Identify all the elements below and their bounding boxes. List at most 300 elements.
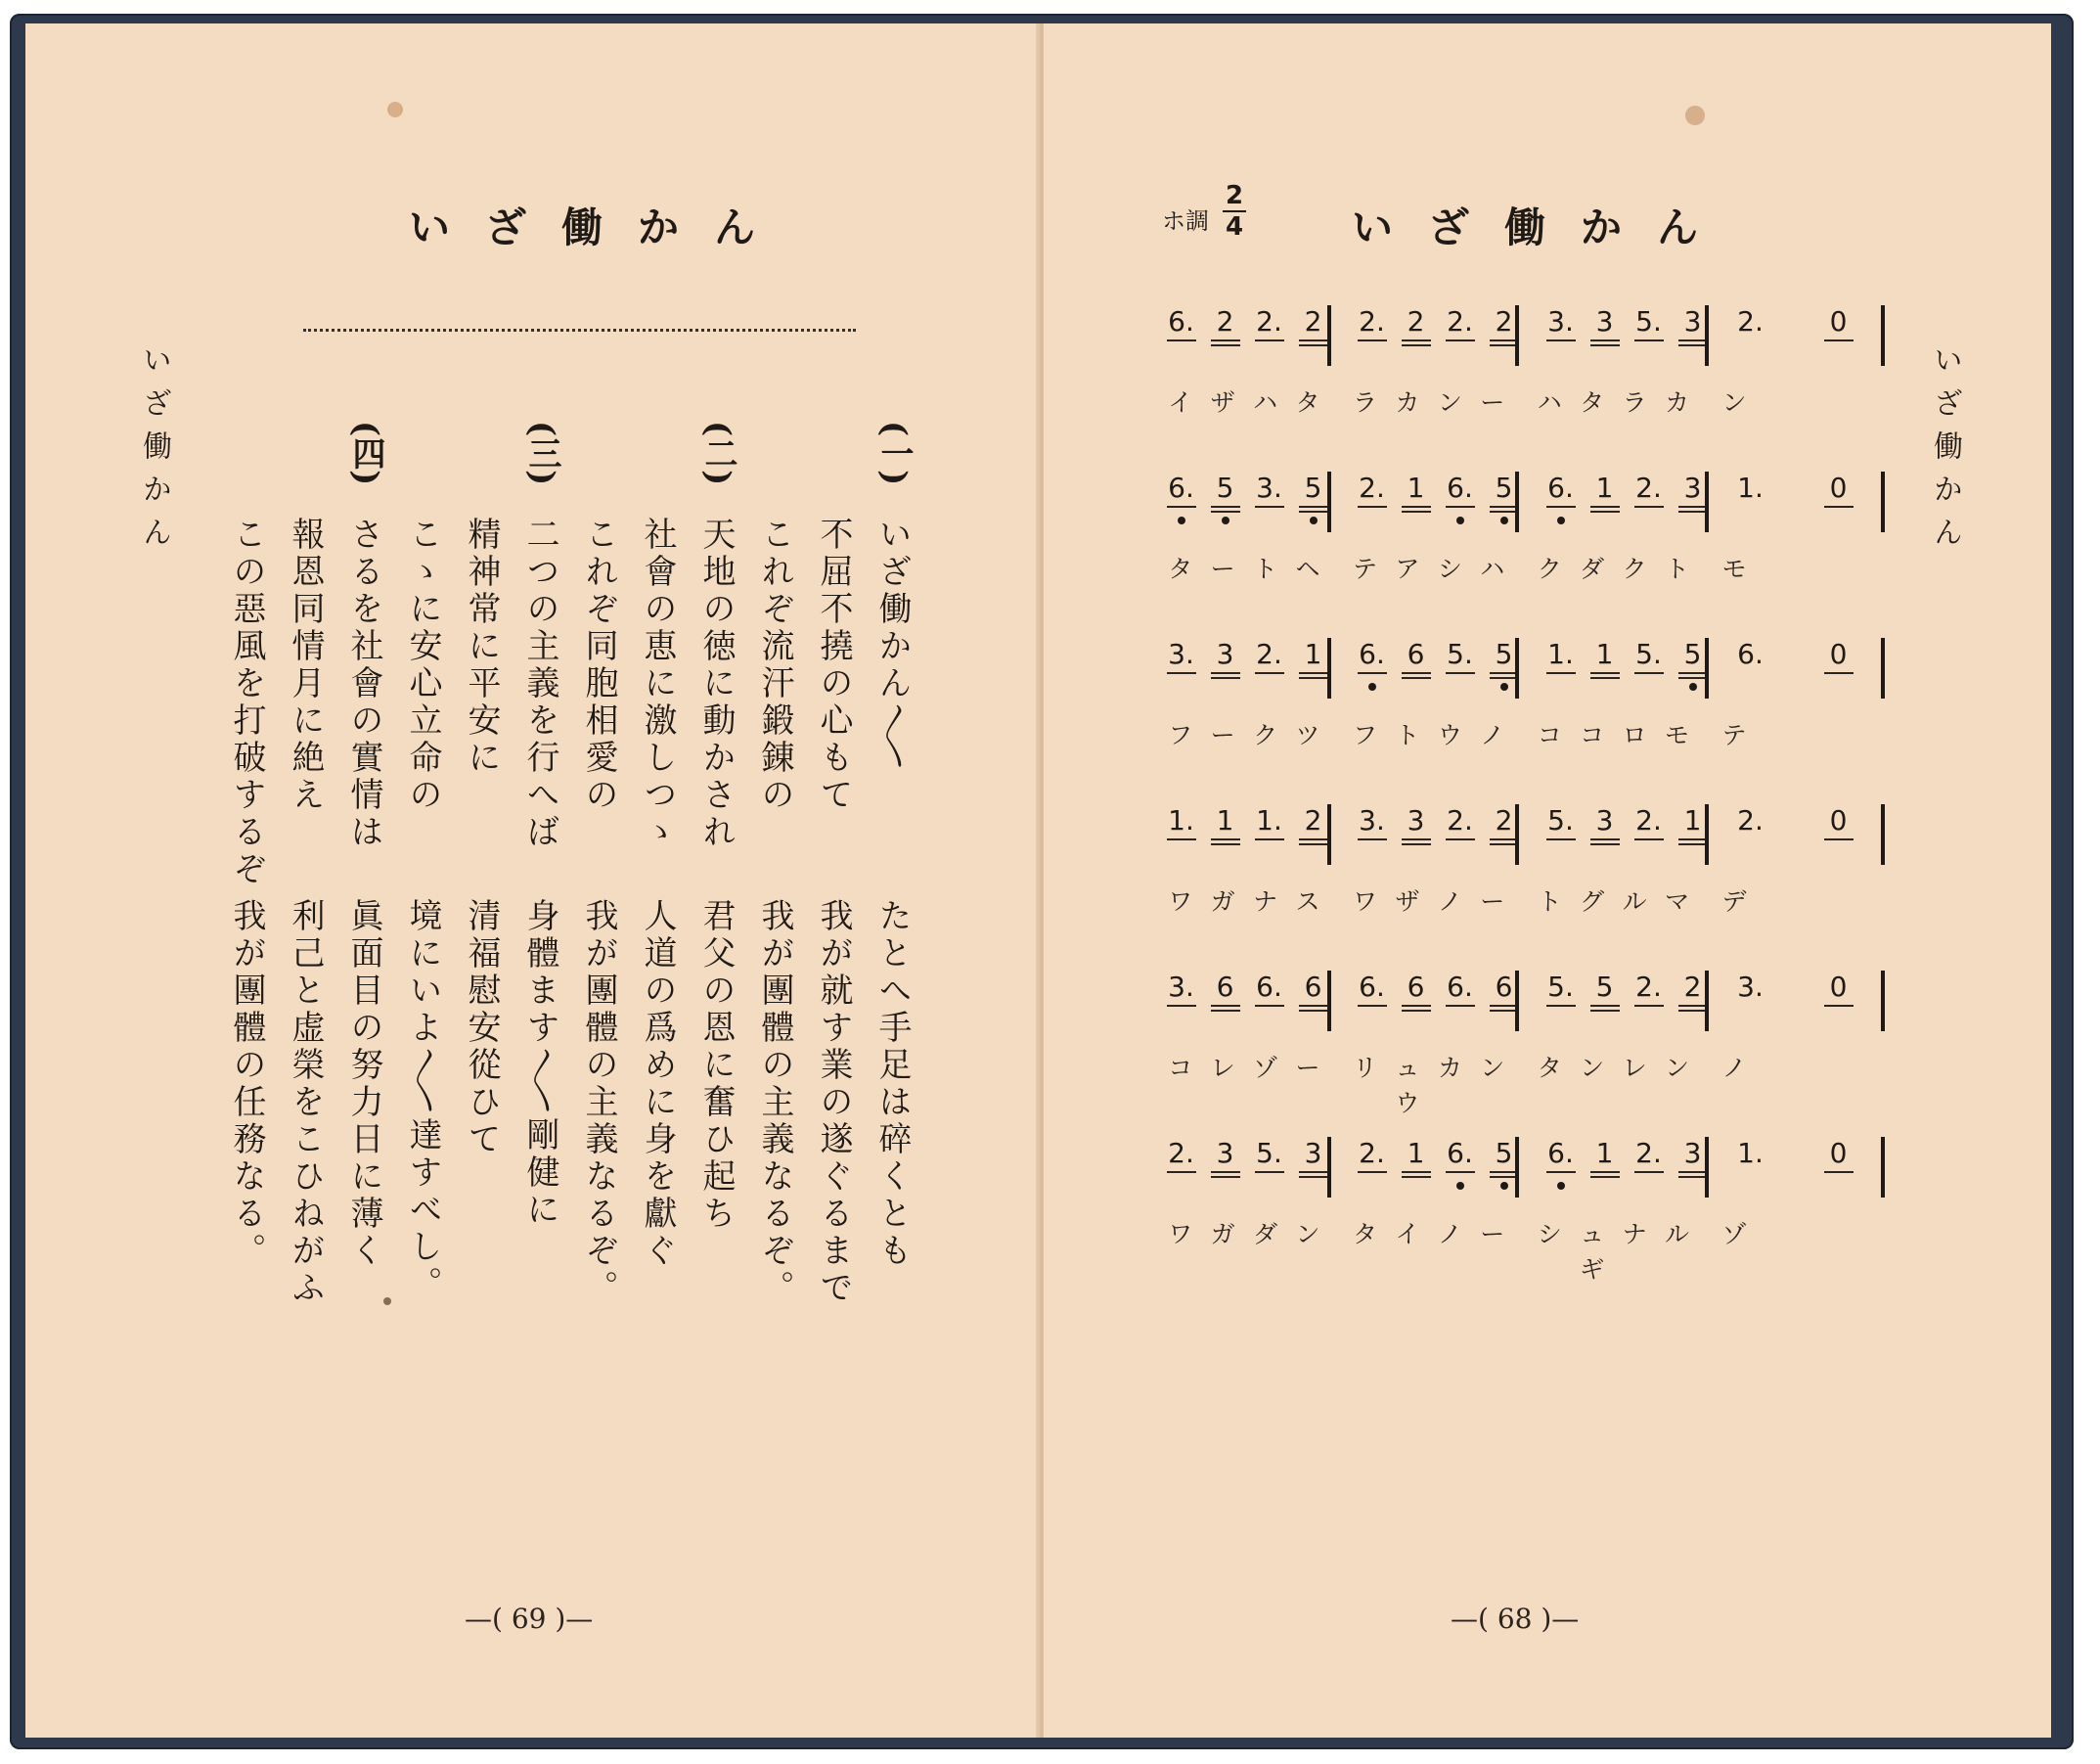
score-note [1543,472,1579,508]
score-note-digit: 5. [1547,804,1574,837]
beam-line [1546,1171,1576,1173]
beam-line [1678,511,1708,513]
score-note-digit: 0 [1829,472,1848,504]
lyric-kana [1841,716,1883,751]
beam-line [1590,843,1620,845]
verse-2-line-2: 社會の恵に激しつゝ [638,517,677,851]
lyric-kana [1756,882,1798,918]
score-note [1355,971,1390,1007]
score-note-digit: 0 [1829,804,1848,837]
score-measure [1728,804,1904,873]
beam-line [1546,506,1576,508]
score-measure [1159,1137,1335,1205]
lyric-kana: ー [1210,555,1235,583]
score-note [1296,305,1331,346]
score-measure [1539,305,1715,374]
score-note-digit: 6 [1495,971,1513,1003]
score-note [1399,305,1434,346]
beam-line [1546,339,1576,341]
score-note-digit: 6 [1407,971,1425,1003]
lower-line-4: 君父の恩に奮ひ起ち [696,898,736,1233]
lyric-kana: カ [1665,388,1690,417]
lyric-kana: ヘ [1295,555,1320,583]
score-note [1164,638,1199,674]
bar-line [1327,305,1331,366]
beam-line [1211,1176,1240,1178]
score-note [1252,1137,1287,1173]
score-note-digit: 6. [1168,472,1194,504]
score-note [1443,804,1478,840]
lyric-kana [1841,384,1883,419]
beam-line [1590,344,1620,346]
score-note [1821,804,1856,840]
lyric-kana [1756,550,1798,585]
beam-line [1358,339,1387,341]
beam-line [1824,339,1854,341]
beam-line [1299,344,1328,346]
beam-line [1490,344,1519,346]
score-note-digit: 0 [1829,971,1848,1003]
score-note-digit: 5. [1635,305,1662,338]
lyric-kana: ク [1622,555,1647,583]
score-note [1733,472,1768,504]
beam-line [1358,1171,1387,1173]
octave-dot [1310,517,1318,524]
beam-line [1490,1171,1519,1173]
beam-line [1446,1005,1475,1007]
beam-line [1590,1010,1620,1012]
lyric-kana: タ [1352,1220,1377,1248]
score-note-digit: 2. [1635,472,1662,504]
beam-line [1634,1171,1664,1173]
lyric-kana: ー [1295,1054,1320,1082]
score-note [1821,472,1856,508]
lyric-kana: シ [1437,555,1462,583]
score-note [1252,638,1287,674]
lyric-kana: コ [1580,721,1605,749]
score-measure [1539,638,1715,706]
score-note [1208,305,1243,346]
score-note-digit: 2. [1635,971,1662,1003]
beam-line [1211,1005,1240,1007]
beam-line [1590,1171,1620,1173]
beam-line [1299,677,1328,679]
beam-line [1678,1171,1708,1173]
bar-line [1705,472,1709,532]
beam-line [1167,1171,1196,1173]
verse-2-line-1: 天地の徳に動かされ [696,517,736,851]
lyric-kana: ワ [1168,1220,1193,1248]
score-note-digit: 6. [1447,472,1473,504]
score-note-digit: 1. [1547,638,1574,670]
score-note [1631,305,1667,341]
score-note-digit: 2. [1359,472,1385,504]
bar-line [1327,1137,1331,1198]
score-note-digit: 2. [1447,305,1473,338]
beam-line [1299,1005,1328,1007]
beam-line [1546,672,1576,674]
beam-line [1299,843,1328,845]
beam-line [1678,838,1708,840]
beam-line [1446,838,1475,840]
score-note [1355,472,1390,508]
lyric-kana: グ [1580,887,1605,916]
lyric-kana: レ [1622,1054,1647,1082]
verse-1-number: (一) [874,421,914,486]
beam-line [1211,672,1240,674]
score-measure [1159,804,1335,873]
score-note [1821,638,1856,674]
score-note [1164,971,1199,1007]
score-measure [1539,971,1715,1039]
beam-line [1590,511,1620,513]
lyric-kana: ン [1480,1054,1505,1082]
beam-line [1678,344,1708,346]
lyric-kana: リ [1352,1054,1377,1082]
lyric-kana: シ [1537,1220,1562,1248]
score-note-digit: 2. [1635,804,1662,837]
score-measure [1539,472,1715,540]
verse-4-line-1: さるを社會の實情は [344,517,383,851]
lyric-kana: ラ [1352,388,1377,417]
lyric-kana: ア [1395,555,1420,583]
beam-line [1211,511,1240,513]
beam-line [1358,672,1387,674]
lyric-kana: イ [1395,1220,1420,1248]
score-note [1296,472,1331,513]
score-note-digit: 6 [1304,971,1322,1003]
score-note [1296,638,1331,679]
beam-line [1402,677,1431,679]
bar-line [1515,472,1519,532]
beam-line [1211,677,1240,679]
lyric-kana: タ [1580,388,1605,417]
score-note-digit: 5. [1547,971,1574,1003]
score-note [1543,971,1579,1007]
score-note-digit: 5 [1495,1137,1513,1169]
lower-line-5: 人道の爲めに身を獻ぐ [638,898,677,1270]
left-page-number: —( 69 )— [465,1603,594,1635]
beam-line [1490,843,1519,845]
beam-line [1590,506,1620,508]
lyric-kana: ン [1437,388,1462,417]
score-note-digit: 6 [1216,971,1234,1003]
bar-line [1515,804,1519,865]
lyric-kana: ナ [1622,1220,1647,1248]
score-note-digit: 6. [1547,1137,1574,1169]
score-note-digit: 2. [1256,638,1282,670]
lyric-kana: ワ [1168,887,1193,916]
score-note-digit: 6. [1547,472,1574,504]
score-note-digit: 3 [1683,472,1702,504]
lyric-kana: モ [1721,555,1747,583]
score-note [1443,305,1478,341]
lower-line-3: 我が團體の主義なるぞ。 [755,898,794,1307]
score-note-digit: 3. [1359,804,1385,837]
score-row [1159,804,1883,941]
lyric-kana: ト [1253,555,1278,583]
beam-line [1402,843,1431,845]
score-note-digit: 2 [1304,305,1322,338]
score-note-digit: 3 [1595,804,1614,837]
score-note-digit: 0 [1829,305,1848,338]
score-note [1296,804,1331,845]
score-note [1355,305,1390,341]
lyric-kana: ト [1537,887,1562,916]
lower-line-9: 境にいよ〳〵達すべし。 [403,898,442,1303]
lyric-kana: タ [1168,555,1193,583]
lyric-kana: モ [1665,721,1690,749]
score-note-digit: 1 [1407,472,1425,504]
lower-line-2: 我が就す業の遂ぐるまで [814,898,853,1307]
lyric-kana: マ [1665,887,1690,916]
score-measure [1728,971,1904,1039]
score-note [1208,472,1243,513]
lyric-kana: ツ [1295,721,1320,749]
lyric-kana: ル [1665,1220,1690,1248]
left-page [25,23,1042,1738]
lyric-kana: コ [1168,1054,1193,1082]
score-note-digit: 5 [1495,638,1513,670]
score-note [1252,804,1287,840]
title-divider [303,329,856,332]
beam-line [1678,677,1708,679]
score-note [1443,472,1478,508]
lyric-kana: ナ [1253,887,1278,916]
bar-line [1881,804,1885,865]
score-note-digit: 3 [1407,804,1425,837]
score-note-digit: 0 [1829,1137,1848,1169]
beam-line [1402,339,1431,341]
score-note-digit: 2 [1304,804,1322,837]
beam-line [1546,838,1576,840]
score-note-digit: 1 [1595,1137,1614,1169]
score-note-digit: 1 [1304,638,1322,670]
score-lyrics [1159,550,1883,585]
lyric-kana: タ [1295,388,1320,417]
score-note [1296,1137,1331,1178]
score-note-digit: 1 [1595,638,1614,670]
score-note-digit: 1. [1737,472,1764,504]
score-lyrics [1159,1049,1883,1119]
score-note [1296,971,1331,1012]
score-note [1733,971,1768,1003]
lyric-kana: ワ [1352,887,1377,916]
score-note [1821,1137,1856,1173]
score-note-digit: 1. [1256,804,1282,837]
lyric-kana [1841,1215,1883,1286]
beam-line [1678,339,1708,341]
lyric-kana [1756,1049,1798,1119]
time-signature [1221,182,1248,241]
octave-dot [1557,517,1565,524]
key-label: ホ調 [1162,207,1209,235]
lyric-kana: ノ [1480,721,1505,749]
score-note [1443,1137,1478,1173]
lyric-kana: テ [1721,721,1747,749]
bar-line [1705,971,1709,1031]
beam-line [1490,511,1519,513]
score-note [1631,638,1667,674]
beam-line [1634,672,1664,674]
score-note [1543,1137,1579,1173]
score-note-digit: 5 [1216,472,1234,504]
score-measure [1728,1137,1904,1205]
score-note-digit: 3 [1683,1137,1702,1169]
lyric-kana: ト [1665,555,1690,583]
score-measure [1539,804,1715,873]
lyric-kana: ル [1622,887,1647,916]
lower-line-6: 我が團體の主義なるぞ。 [579,898,618,1307]
beam-line [1590,1176,1620,1178]
lyric-kana: ウ [1437,721,1462,749]
score-measure [1350,305,1526,374]
score-note-digit: 3. [1168,971,1194,1003]
beam-line [1211,838,1240,840]
bar-line [1515,638,1519,699]
score-note-digit: 3. [1547,305,1574,338]
beam-line [1167,1005,1196,1007]
score-note-digit: 1 [1216,804,1234,837]
score-note [1208,804,1243,845]
score-measure [1159,971,1335,1039]
beam-line [1299,339,1328,341]
lower-line-12: 我が團體の任務なる。 [227,898,266,1270]
beam-line [1358,506,1387,508]
verse-3-line-1: 二つの主義を行へば [520,517,559,851]
beam-line [1490,672,1519,674]
score-measure [1350,472,1526,540]
beam-line [1446,339,1475,341]
verse-1-line-3: これぞ流汗鍛錬の [755,517,794,814]
beam-line [1546,1005,1576,1007]
score-note-digit: 2. [1359,1137,1385,1169]
beam-line [1590,672,1620,674]
score-note [1399,804,1434,845]
stain [383,1297,391,1305]
lyric-kana [1798,882,1840,918]
lyric-kana: ゾ [1721,1220,1747,1248]
score-note-digit: 2 [1216,305,1234,338]
score-note-digit: 5 [1495,472,1513,504]
score-note-digit: 2 [1683,971,1702,1003]
score-row [1159,305,1883,442]
score-note [1587,305,1623,346]
lyric-kana: ゾ [1253,1054,1278,1082]
lyric-kana: ー [1480,388,1505,417]
beam-line [1255,838,1284,840]
score-lyrics [1159,1215,1883,1286]
score-note-digit: 5 [1683,638,1702,670]
left-page-title: いざ働かん [409,204,791,251]
score-note-digit: 2. [1447,804,1473,837]
beam-line [1299,672,1328,674]
score-note-digit: 2. [1635,1137,1662,1169]
score-note-digit: 5. [1256,1137,1282,1169]
score-measure [1350,971,1526,1039]
score-note [1631,1137,1667,1173]
score-note [1631,971,1667,1007]
score-note [1587,472,1623,513]
score-note [1355,1137,1390,1173]
score-note [1252,472,1287,508]
beam-line [1167,506,1196,508]
score-note-digit: 1. [1737,1137,1764,1169]
beam-line [1490,677,1519,679]
beam-line [1211,1010,1240,1012]
bar-line [1515,971,1519,1031]
score-note-digit: 2. [1168,1137,1194,1169]
beam-line [1824,506,1854,508]
score-measure [1350,638,1526,706]
score-note-digit: 6. [1447,1137,1473,1169]
beam-line [1490,339,1519,341]
lower-line-8: 清福慰安從ひて [462,898,501,1158]
verse-4-number: (四) [346,421,385,486]
lyric-kana: ノ [1721,1054,1747,1082]
score-note [1587,971,1623,1012]
lyric-kana [1798,1049,1840,1119]
score-lyrics [1159,384,1883,419]
beam-line [1299,506,1328,508]
score-note [1208,1137,1243,1178]
verse-2-line-3: これぞ同胞相愛の [579,517,618,814]
octave-dot [1456,1182,1464,1190]
bar-line [1327,971,1331,1031]
bar-line [1881,1137,1885,1198]
beam-line [1590,838,1620,840]
beam-line [1299,1176,1328,1178]
score-note-digit: 2. [1737,804,1764,837]
octave-dot [1500,1182,1508,1190]
beam-line [1402,1176,1431,1178]
score-row [1159,971,1883,1117]
score-note-digit: 6. [1168,305,1194,338]
beam-line [1167,339,1196,341]
score-note [1208,971,1243,1012]
bar-line [1327,472,1331,532]
score-note [1399,1137,1434,1178]
score-note [1164,305,1199,341]
lyric-kana: ン [1665,1054,1690,1082]
beam-line [1255,506,1284,508]
lyric-kana: ハ [1253,388,1278,417]
bar-line [1327,804,1331,865]
score-note [1399,971,1434,1012]
score-note [1587,638,1623,679]
verse-3-line-2: 精神常に平安に [462,517,501,777]
beam-line [1490,838,1519,840]
verse-4-line-2: 報恩同情月に絶え [286,517,325,814]
beam-line [1490,1005,1519,1007]
score-note [1587,1137,1623,1178]
lyric-kana: ノ [1437,887,1462,916]
octave-dot [1689,683,1697,691]
score-note [1733,305,1768,338]
beam-line [1402,1171,1431,1173]
beam-line [1824,1171,1854,1173]
beam-line [1211,506,1240,508]
score-note-digit: 1 [1595,472,1614,504]
beam-line [1678,1176,1708,1178]
verse-1-line-1: いざ働かん〳〵 [872,517,912,773]
score-measure [1159,305,1335,374]
lyric-kana: ハ [1480,555,1505,583]
beam-line [1678,843,1708,845]
bar-line [1515,305,1519,366]
score-note-digit: 1 [1407,1137,1425,1169]
score-note-digit: 1 [1683,804,1702,837]
